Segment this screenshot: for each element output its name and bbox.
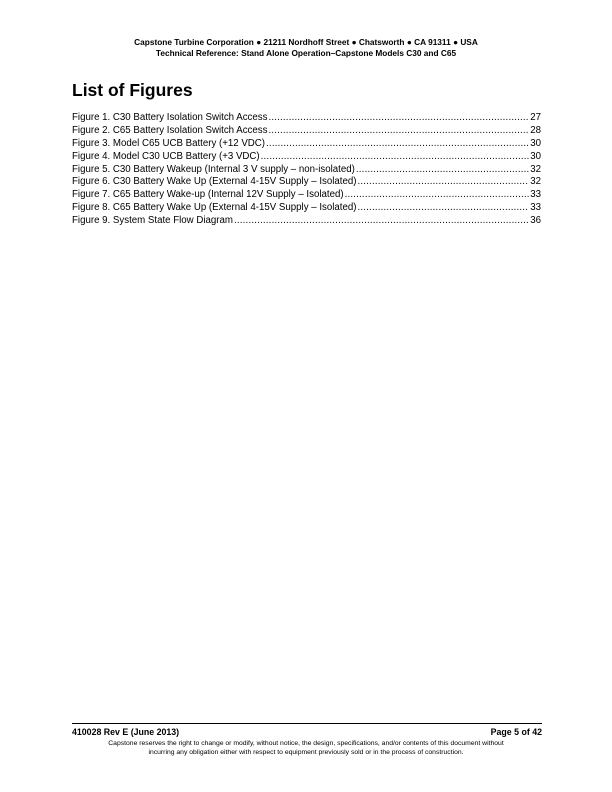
page-title: List of Figures (72, 80, 193, 100)
toc-leader-dots (357, 176, 529, 189)
toc-entry[interactable] (72, 189, 541, 202)
toc-leader-dots (345, 189, 530, 202)
toc-entry[interactable] (72, 215, 541, 228)
footer-divider (72, 723, 542, 724)
toc-entry[interactable] (72, 112, 541, 125)
toc-entry[interactable] (72, 125, 541, 138)
toc-entry-label: Figure 3. Model C65 UCB Battery (+12 VDC) (72, 137, 266, 149)
toc-entry[interactable] (72, 202, 541, 215)
toc-entry-page: 28 (530, 124, 541, 136)
footer-disclaimer-line: Capstone reserves the right to change or modify, without notice, the design, specifications, and/or contents of this document without (108, 740, 504, 747)
toc-leader-dots (357, 202, 529, 215)
toc-leader-dots (234, 215, 529, 228)
toc-entry-label: Figure 8. C65 Battery Wake Up (External 4-15V Supply – Isolated) (72, 202, 357, 214)
toc-entry-page: 30 (530, 137, 541, 149)
toc-entry-page: 33 (530, 189, 541, 201)
toc-entry-label: Figure 1. C30 Battery Isolation Switch Access (72, 112, 268, 123)
toc-entry[interactable] (72, 164, 541, 177)
page-footer (72, 727, 542, 738)
header-reference-line: Technical Reference: Stand Alone Operation–Capstone Models C30 and C65 (155, 48, 457, 58)
toc-entry-label: Figure 9. System State Flow Diagram (72, 215, 233, 227)
footer-disclaimer (60, 739, 552, 757)
toc-entry-label: Figure 7. C65 Battery Wake-up (Internal 12V Supply – Isolated) (72, 189, 344, 201)
toc-entry-page: 36 (530, 215, 541, 227)
page-header (0, 37, 612, 59)
toc-entry[interactable] (72, 176, 541, 189)
toc-entry-page: 27 (530, 112, 541, 123)
toc-entry-page: 32 (530, 176, 541, 188)
toc-leader-dots (268, 125, 529, 138)
footer-disclaimer-line: incurring any obligation either with respect to equipment previously sold or in the process of construction. (148, 749, 464, 756)
toc-leader-dots (261, 151, 530, 164)
toc-entry-label: Figure 6. C30 Battery Wake Up (External 4-15V Supply – Isolated) (72, 176, 357, 188)
toc-leader-dots (268, 112, 529, 125)
toc-entry-page: 33 (530, 202, 541, 214)
toc-leader-dots (266, 138, 529, 151)
toc-leader-dots (356, 164, 529, 177)
list-of-figures (72, 112, 541, 228)
toc-entry-label: Figure 2. C65 Battery Isolation Switch Access (72, 124, 268, 136)
footer-page-number: Page 5 of 42 (490, 727, 542, 737)
toc-entry[interactable] (72, 151, 541, 164)
toc-entry-page: 30 (530, 150, 541, 162)
toc-entry[interactable] (72, 138, 541, 151)
footer-document-id: 410028 Rev E (June 2013) (72, 727, 180, 737)
toc-entry-label: Figure 4. Model C30 UCB Battery (+3 VDC) (72, 150, 260, 162)
toc-entry-page: 32 (530, 163, 541, 175)
header-company-line: Capstone Turbine Corporation ● 21211 Nordhoff Street ● Chatsworth ● CA 91311 ● USA (134, 37, 478, 47)
toc-entry-label: Figure 5. C30 Battery Wakeup (Internal 3 V supply – non-isolated) (72, 163, 355, 175)
